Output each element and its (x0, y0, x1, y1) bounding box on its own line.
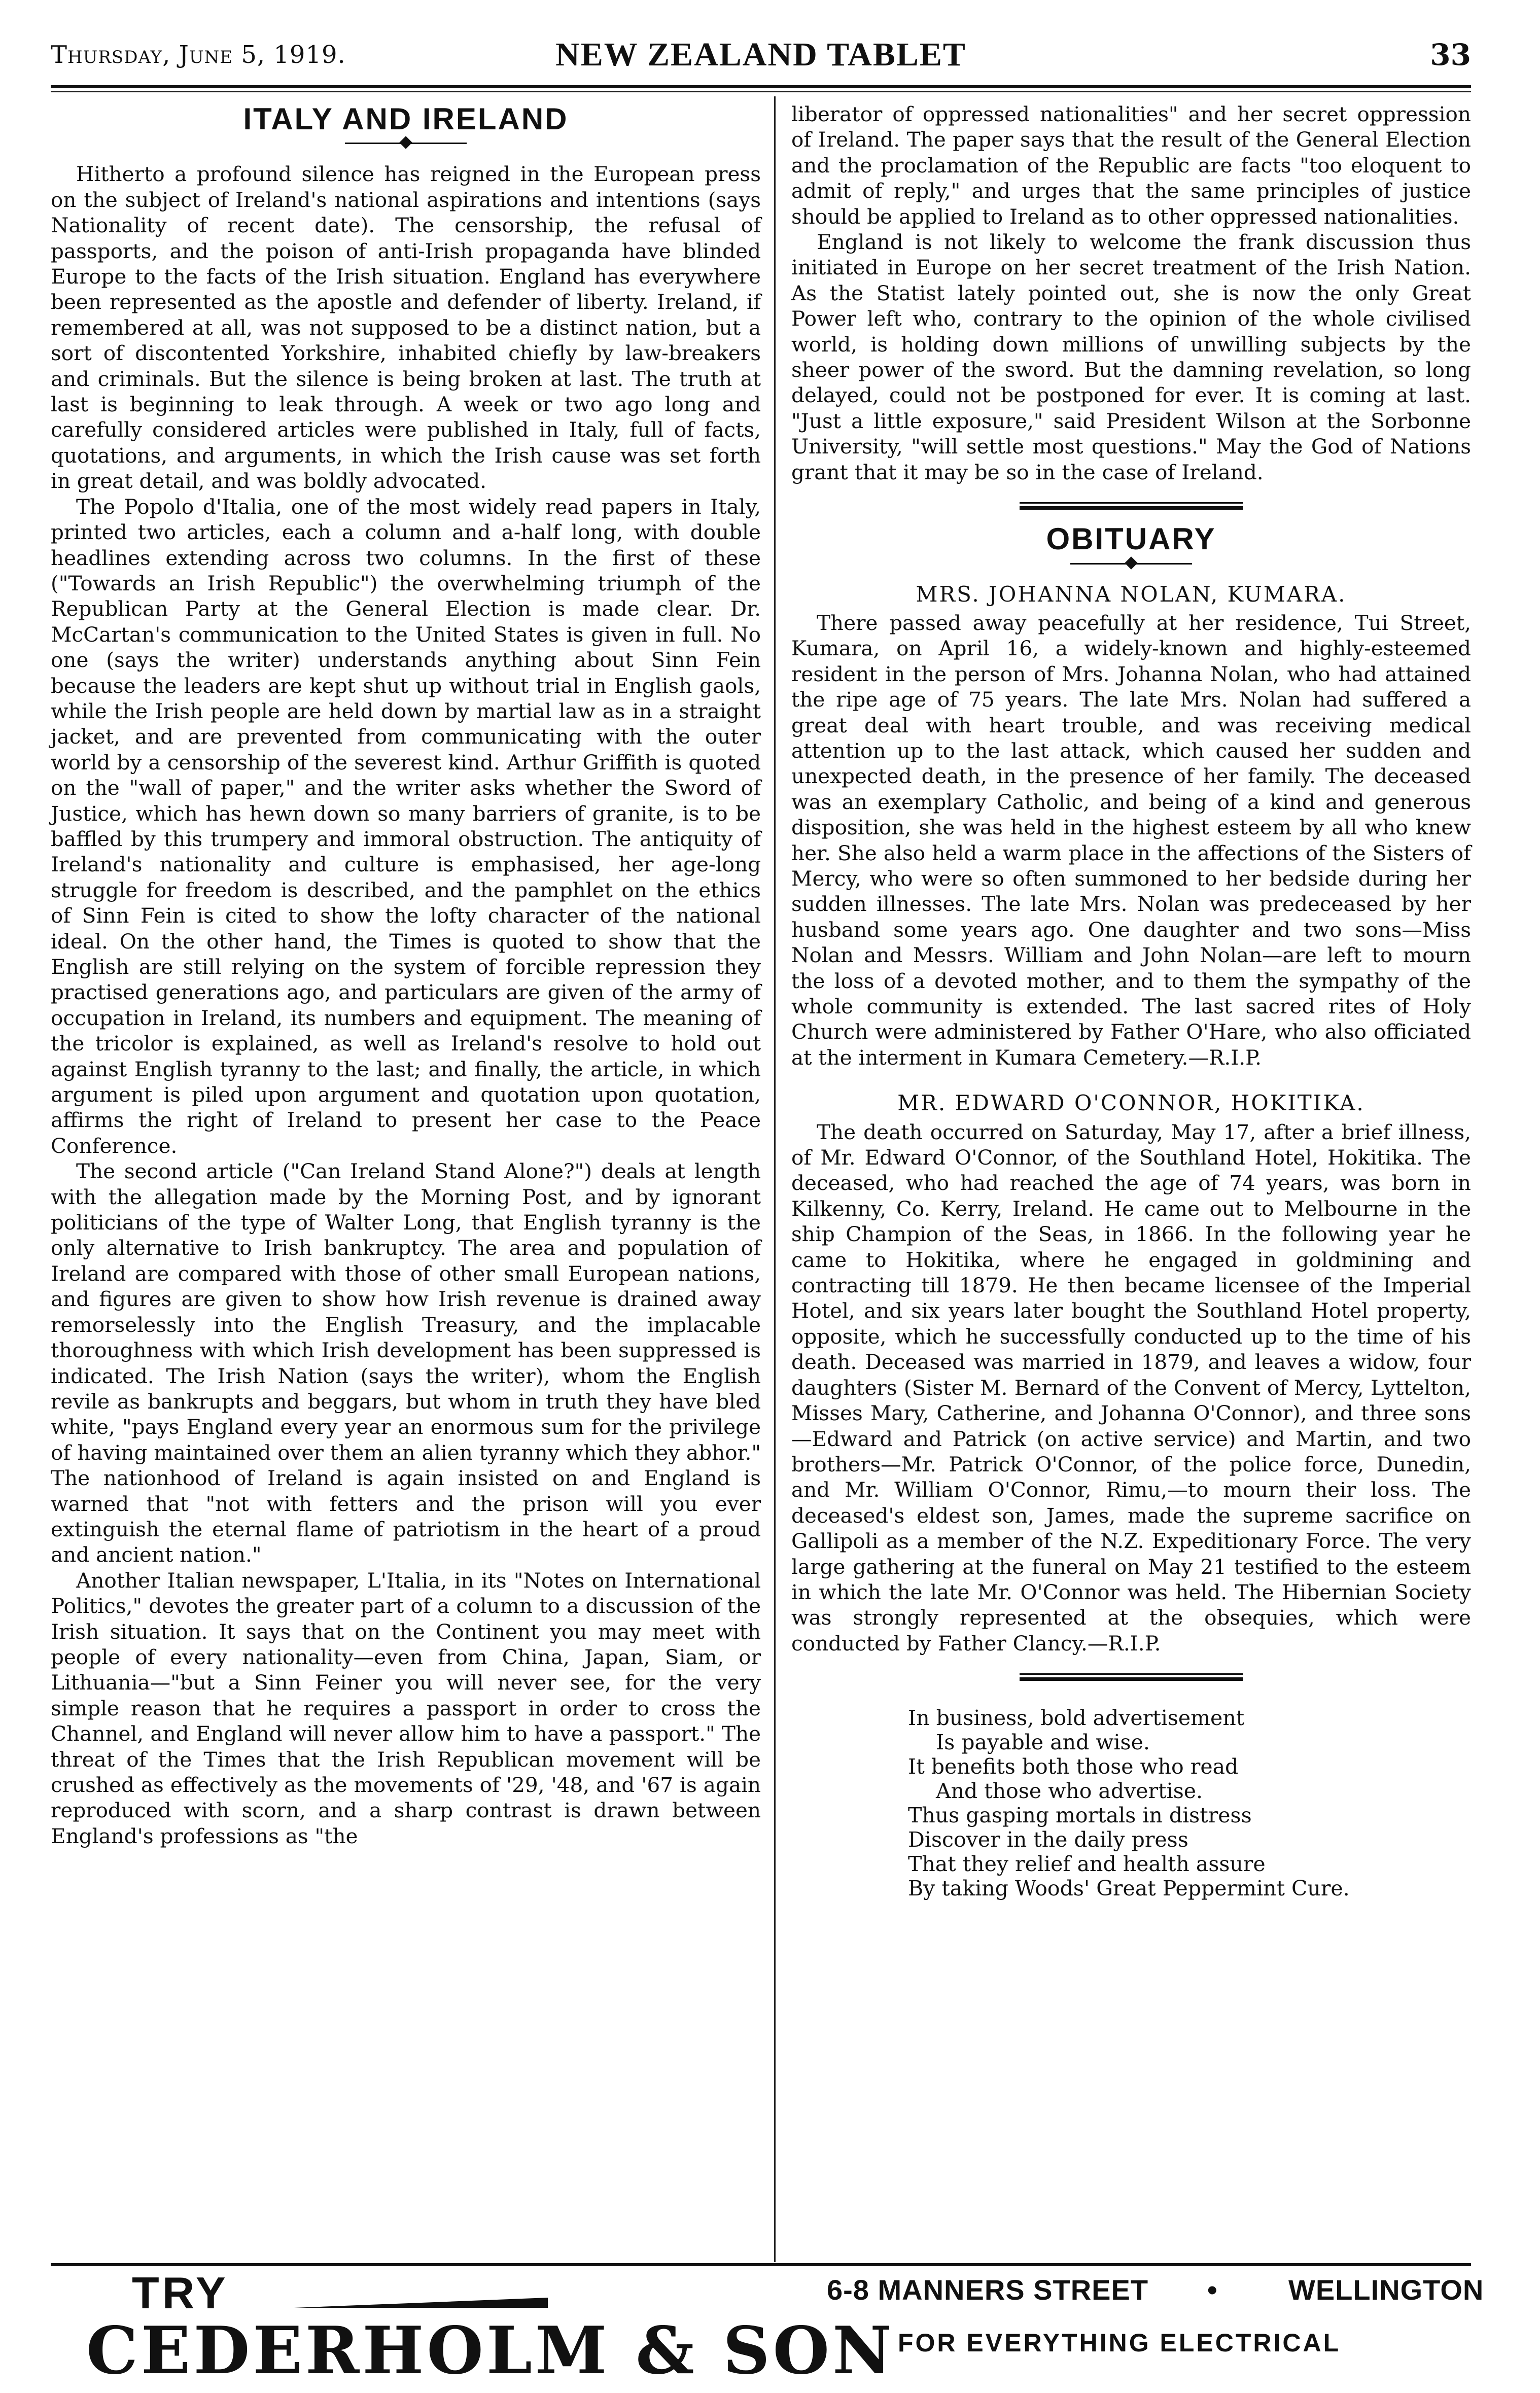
page-number: 33 (1430, 38, 1471, 72)
right-column (791, 101, 1471, 1901)
left-column (51, 101, 761, 1849)
article-paragraph: Hitherto a profound silence has reigned in the European press on the subject of Ireland's national aspirations and intentions (says Nationality of recent date). The censorship, the refusal of passports, and the poison of anti-Irish propaganda have blinded Europe to the facts of the Irish situation. England has everywhere been represented as the apostle and defender of liberty. Ireland, if remembered at all, was not supposed to be a distinct nation, but a sort of discontented Yorkshire, inhabited chiefly by law-breakers and criminals. But the silence is being broken at last. The truth at last is beginning to leak through. A week or two ago long and carefully considered articles were published in Italy, full of facts, quotations, and arguments, in which the Irish cause was set forth in great detail, and was boldly advocated. (51, 162, 761, 494)
obituary-heading: MRS. JOHANNA NOLAN, KUMARA. (916, 581, 1347, 607)
advert-poem (908, 1706, 1471, 1901)
poem-line: Discover in the daily press (908, 1827, 1188, 1852)
section-separator (791, 499, 1471, 514)
obituary-heading: MR. EDWARD O'CONNOR, HOKITIKA. (897, 1090, 1365, 1116)
poem-line: By taking Woods' Great Peppermint Cure. (908, 1876, 1350, 1901)
issue-date: Thursday, June 5, 1919. (51, 41, 346, 69)
masthead-title: NEW ZEALAND TABLET (555, 36, 966, 73)
article-paragraph: England is not likely to welcome the frank discussion thus initiated in Europe on her secret treatment of the Irish Nation. As the Statist lately pointed out, she is now the only Great Power left who, contrary to the opinion of the whole civilised world, is holding down millions of unwilling subjects by the sheer power of the sword. But the damning revelation, so long delayed, could not be postponed for ever. It is coming at last. "Just a little exposure," said President Wilson at the Sorbonne University, "will settle most questions." May the God of Nations grant that it may be so in the case of Ireland. (791, 230, 1471, 484)
obituary-title: OBITUARY (1046, 522, 1216, 556)
article-paragraph-continued: liberator of oppressed nationalities" and her secret oppression of Ireland. The paper says that the result of the General Election and the proclamation of the Republic are facts "too eloquent to admit of reply," and urges that the same principles of justice should be applied to Ireland as to other oppressed nationalities. (791, 102, 1471, 229)
advert-address: 6-8 MANNERS STREET (827, 2274, 1149, 2306)
diamond-ornament-icon (1125, 556, 1137, 569)
poem-line: Thus gasping mortals in distress (908, 1803, 1252, 1828)
advert-city: WELLINGTON (1288, 2274, 1484, 2306)
poem-line: And those who advertise. (936, 1779, 1203, 1804)
advert-firm-name: CEDERHOLM & SON (86, 2313, 895, 2389)
advert-try: TRY (132, 2268, 229, 2318)
poem-line: In business, bold advertisement (908, 1706, 1245, 1731)
poem-line: It benefits both those who read (908, 1754, 1239, 1779)
article-paragraph: The second article ("Can Ireland Stand Alone?") deals at length with the allegation made by the Morning Post, and by ignorant politicians of the type of Walter Long, that English tyranny is the only alternative to Irish bankruptcy. The area and population of Ireland are compared with those of other small European nations, and figures are given to show how Irish revenue is drained away remorselessly into the English Treasury, and the implacable thoroughness with which Irish development has been suppressed is indicated. The Irish Nation (says the writer), whom the English revile as bankrupts and beggars, but whom in truth they have bled white, "pays England every year an enormous sum for the privilege of having maintained over them an alien tyranny which they abhor." The nationhood of Ireland is again insisted on and England is warned that "not with fetters and the prison will you ever extinguish the eternal flame of patriotism in the heart of a proud and ancient nation." (51, 1159, 761, 1567)
article-paragraph: Another Italian newspaper, L'Italia, in its "Notes on International Politics," devotes the greater part of a column to a discussion of the Irish situation. It says that on the Continent you may meet with people of every nationality—even from China, Japan, Siam, or Lithuania—"but a Sinn Feiner you will never see, for the very simple reason that he requires a passport in order to cross the Channel, and England will never allow him to have a passport." The threat of the Times that the Irish Republican movement will be crushed as effectively as the movements of '29, '48, and '67 is again reproduced with scorn, and a sharp contrast is drawn between England's professions as "the (51, 1568, 761, 1848)
poem-line: That they relief and health assure (908, 1852, 1266, 1877)
header-rule (51, 85, 1471, 88)
title-ornament (791, 556, 1471, 572)
diamond-ornament-icon (399, 136, 412, 149)
obituary-text: The death occurred on Saturday, May 17, after a brief illness, of Mr. Edward O'Connor, of the Southland Hotel, Hokitika. The deceased, who had reached the age of 74 years, was born in Kilkenny, Co. Kerry, Ireland. He came out to Melbourne in the ship Champion of the Seas, in 1866. In the following year he came to Hokitika, where he engaged in goldmining and contracting till 1879. He then became licensee of the Imperial Hotel, and six years later bought the Southland Hotel property, opposite, which he successfully conducted up to the time of his death. Deceased was married in 1879, and leaves a widow, four daughters (Sister M. Bernard of the Convent of Mercy, Lyttelton, Misses Mary, Catherine, and Johanna O'Connor), and three sons—Edward and Patrick (on active service) and Martin, and two brothers—Mr. Patrick O'Connor, of the police force, Dunedin, and Mr. William O'Connor, Rimu,—to mourn their loss. The deceased's eldest son, James, made the supreme sacrifice on Gallipoli as a member of the N.Z. Expeditionary Force. The very large gathering at the funeral on May 21 testified to the esteem in which the late Mr. O'Connor was held. The Hibernian Society was strongly represented at the obsequies, which were conducted by Father Clancy.—R.I.P. (791, 1119, 1471, 1656)
obituary-text: There passed away peacefully at her residence, Tui Street, Kumara, on April 16, a widely-known and highly-esteemed resident in the person of Mrs. Johanna Nolan, who had attained the ripe age of 75 years. The late Mrs. Nolan had suffered a great deal with heart trouble, and was receiving medical attention up to the last attack, which caused her sudden and unexpected death, in the presence of her family. The deceased was an exemplary Catholic, and being of a kind and generous disposition, she was held in the highest esteem by all who knew her. She also held a warm place in the affections of the Sisters of Mercy, who were so often summoned to her bedside during her sudden illnesses. The late Mrs. Nolan was predeceased by her husband some years ago. One daughter and two sons—Miss Nolan and Messrs. William and John Nolan—are left to mourn the loss of a devoted mother, and to them the sympathy of the whole community is extended. The last sacred rites of Holy Church were administered by Father O'Hare, who also officiated at the interment in Kumara Cemetery.—R.I.P. (791, 610, 1471, 1070)
article-title: ITALY AND IRELAND (243, 102, 569, 136)
column-divider (774, 96, 776, 2262)
title-ornament (51, 136, 761, 151)
arrow-wedge-icon (294, 2288, 548, 2308)
advert-separator: • (1207, 2274, 1217, 2306)
article-paragraph: The Popolo d'Italia, one of the most widely read papers in Italy, printed two articles, each a column and a-half long, with double headlines extending across two columns. In the first of these ("Towards an Irish Republic") the overwhelming triumph of the Republican Party at the General Election is made clear. Dr. McCartan's communication to the United States is given in full. No one (says the writer) understands anything about Sinn Fein because the leaders are kept shut up without trial in English gaols, while the Irish people are held down by martial law as in a straight jacket, and are prevented from communicating with the outer world by a censorship of the severest kind. Arthur Griffith is quoted on the "wall of paper," and the writer asks whether the Sword of Justice, which has hewn down so many barriers of granite, is to be baffled by this trumpery and immoral obstruction. The antiquity of Ireland's nationality and culture is emphasised, her age-long struggle for freedom is described, and the pamphlet on the ethics of Sinn Fein is cited to show the lofty character of the national ideal. On the other hand, the Times is quoted to show that the English are still relying on the system of forcible repression they practised generations ago, and particulars are given of the army of occupation in Ireland, its numbers and equipment. The meaning of the tricolor is explained, as well as Ireland's resolve to hold out against English tyranny to the last; and finally, the article, in which argument is piled upon argument and quotation upon quotation, affirms the right of Ireland to present her case to the Peace Conference. (51, 494, 761, 1158)
advert-rule (51, 2263, 1471, 2266)
header-rule-thin (51, 91, 1471, 92)
section-separator (791, 1670, 1471, 1685)
advert-tagline: FOR EVERYTHING ELECTRICAL (898, 2329, 1341, 2357)
poem-line: Is payable and wise. (936, 1730, 1150, 1755)
page-header (51, 36, 1471, 86)
